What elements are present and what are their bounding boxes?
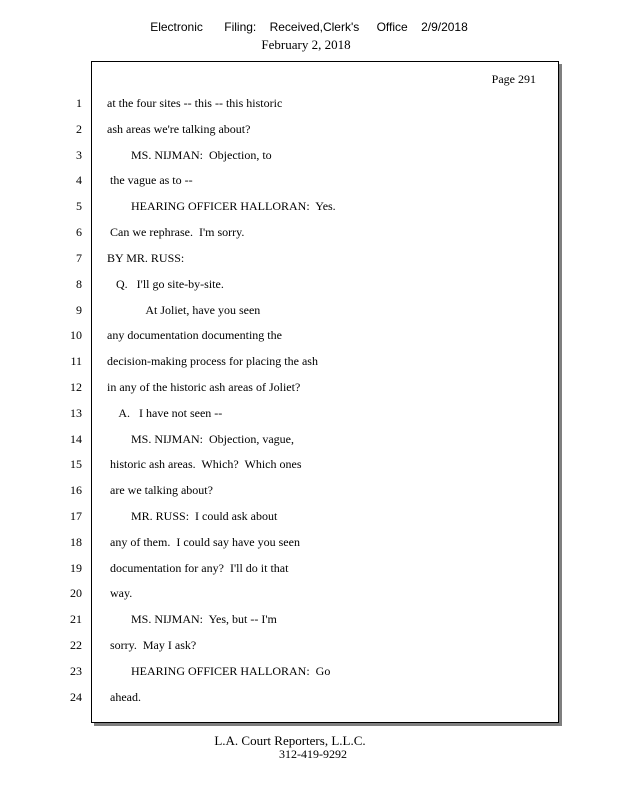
line-number: 24 — [70, 689, 82, 704]
footer-phone: 312-419-9292 — [279, 747, 347, 761]
transcript-line: ahead. — [107, 689, 141, 704]
transcript-text — [107, 95, 547, 715]
line-number: 14 — [70, 431, 82, 446]
transcript-line: way. — [107, 586, 133, 601]
transcript-line: at the four sites -- this -- this historic — [107, 96, 283, 110]
transcript-line: Q. I'll go site-by-site. — [107, 276, 224, 291]
line-number: 11 — [70, 354, 82, 369]
footer-company: L.A. Court Reporters, L.L.C. — [214, 733, 366, 748]
filing-stamp-office: Office — [376, 20, 408, 34]
line-number: 23 — [70, 663, 82, 678]
transcript-line: MS. NIJMAN: Objection, to — [107, 147, 272, 162]
line-number: 10 — [70, 328, 82, 343]
filing-stamp — [0, 20, 618, 34]
line-number: 1 — [76, 96, 82, 110]
line-number: 18 — [70, 534, 82, 549]
transcript-line: MR. RUSS: I could ask about — [107, 509, 278, 523]
line-number: 3 — [76, 147, 82, 162]
line-number: 19 — [70, 560, 82, 575]
line-number: 22 — [70, 638, 82, 653]
transcript-line: At Joliet, have you seen — [107, 302, 261, 317]
transcript-line: decision-making process for placing the ash — [107, 354, 318, 369]
line-number: 8 — [76, 276, 82, 291]
transcript-line: MS. NIJMAN: Yes, but -- I'm — [107, 612, 277, 627]
line-number: 20 — [70, 586, 82, 601]
transcript-line: MS. NIJMAN: Objection, vague, — [107, 431, 294, 446]
filing-stamp-received: Received,Clerk's — [269, 20, 360, 34]
transcript-line: any of them. I could say have you seen — [107, 534, 300, 549]
filing-stamp-electronic: Electronic — [150, 20, 203, 34]
transcript-line: historic ash areas. Which? Which ones — [107, 457, 302, 472]
filing-stamp-date: 2/9/2018 — [421, 20, 468, 34]
line-number: 21 — [70, 612, 82, 627]
line-number: 16 — [70, 483, 82, 498]
transcript-line: the vague as to -- — [107, 173, 193, 188]
filing-stamp-filing: Filing: — [224, 20, 257, 34]
line-number: 6 — [76, 225, 82, 240]
transcript-date: February 2, 2018 — [261, 37, 351, 52]
transcript-line: are we talking about? — [107, 483, 213, 498]
line-number-column — [60, 95, 82, 715]
transcript-line: HEARING OFFICER HALLORAN: Go — [107, 663, 331, 678]
line-number: 2 — [76, 121, 82, 136]
transcript-line: any documentation documenting the — [107, 328, 282, 343]
transcript-line: in any of the historic ash areas of Joliet? — [107, 379, 301, 394]
page-number: Page 291 — [491, 72, 536, 86]
transcript-line: ash areas we're talking about? — [107, 121, 251, 136]
line-number: 7 — [76, 250, 82, 265]
transcript-line: Can we rephrase. I'm sorry. — [107, 225, 245, 240]
transcript-line: BY MR. RUSS: — [107, 250, 185, 265]
line-number: 12 — [70, 379, 82, 394]
transcript-line: A. I have not seen -- — [107, 405, 223, 420]
line-number: 13 — [70, 405, 82, 420]
line-number: 15 — [70, 457, 82, 472]
line-number: 9 — [76, 302, 82, 317]
line-number: 17 — [70, 509, 82, 523]
transcript-line: HEARING OFFICER HALLORAN: Yes. — [107, 199, 336, 214]
transcript-line: sorry. May I ask? — [107, 638, 197, 653]
line-number: 5 — [76, 199, 82, 214]
transcript-line: documentation for any? I'll do it that — [107, 560, 289, 575]
line-number: 4 — [76, 173, 82, 188]
